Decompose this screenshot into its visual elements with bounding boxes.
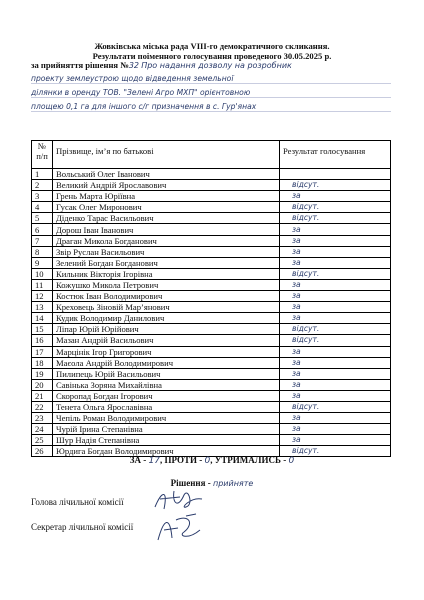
table-row [32,169,391,180]
vote-result: за [280,413,391,424]
deputy-name: Дорош Іван Іванович [53,224,280,235]
decision-text-line-4: площею 0,1 га для іншого с/г призначення в с. Гур'янах [31,102,391,112]
deputy-name: Чепіль Роман Володимирович [53,413,280,424]
vote-result: за [280,302,391,313]
row-number: 10 [32,268,53,279]
vote-result: за [280,357,391,368]
row-number: 14 [32,313,53,324]
vote-result: відсут. [280,213,391,224]
table-row [32,302,391,313]
vote-result [280,169,391,180]
row-number: 22 [32,401,53,412]
deputy-name: Чурій Ірина Степанівна [53,424,280,435]
table-row [32,324,391,335]
table-row [32,368,391,379]
vote-result: відсут. [280,180,391,191]
deputy-name: Грень Марта Юріївна [53,191,280,202]
row-number: 17 [32,346,53,357]
row-number: 7 [32,235,53,246]
deputy-name: Маєола Андрій Володимирович [53,357,280,368]
table-row [32,435,391,446]
row-number: 24 [32,424,53,435]
row-number: 5 [32,213,53,224]
row-number: 16 [32,335,53,346]
col-num-header: № п/п [32,141,53,169]
proty-label: , ПРОТИ - [160,455,203,465]
deputy-name: Скоропад Богдан Ігорович [53,390,280,401]
vote-result: за [280,191,391,202]
za-label: ЗА - [129,455,147,465]
table-row [32,379,391,390]
table-row [32,180,391,191]
table-row [32,291,391,302]
row-number: 12 [32,291,53,302]
row-number: 4 [32,202,53,213]
table-row [32,424,391,435]
row-number: 19 [32,368,53,379]
utrym-label: , УТРИМАЛИСЬ - [210,455,287,465]
row-number: 11 [32,279,53,290]
deputy-name: Драган Микола Богданович [53,235,280,246]
decision-text-line-1: Про надання дозволу на розробник [141,61,292,70]
vote-result: за [280,235,391,246]
vote-result: за [280,257,391,268]
vote-result: за [280,279,391,290]
vote-rows [32,169,391,457]
deputy-name: Креховець Зіновій Мар’янович [53,302,280,313]
deputy-name: Кудик Володимир Данилович [53,313,280,324]
row-number: 25 [32,435,53,446]
table-row [32,191,391,202]
row-number: 15 [32,324,53,335]
head-commission-label: Голова лічильної комісії [31,497,124,507]
vote-result: за [280,435,391,446]
table-row [32,313,391,324]
vote-result: відсут. [280,401,391,412]
row-number: 2 [32,180,53,191]
secretary-commission-label: Секретар лічильної комісії [31,522,134,532]
decision-number: 32 [128,61,140,70]
table-row [32,335,391,346]
table-row [32,257,391,268]
decision-line [31,60,391,71]
row-number: 9 [32,257,53,268]
row-number: 18 [32,357,53,368]
row-number: 13 [32,302,53,313]
vote-result: за [280,379,391,390]
table-row [32,213,391,224]
row-number: 20 [32,379,53,390]
col-name-header: Прізвище, ім’я по батькові [53,141,280,169]
proty-value: 0 [204,456,211,466]
deputy-name: Ліпар Юрій Юрійович [53,324,280,335]
deputy-name: Великий Андрій Ярославович [53,180,280,191]
row-number: 26 [32,446,53,457]
table-row [32,246,391,257]
deputy-name: Мазан Андрій Васильович [53,335,280,346]
table-header-row [32,141,391,169]
vote-result: за [280,313,391,324]
deputy-name: Савінька Зоряна Михайлівна [53,379,280,390]
rishennia-label: Рішення - [170,478,211,488]
vote-result: за [280,291,391,302]
row-number: 1 [32,169,53,180]
deputy-name: Вольський Олег Іванович [53,169,280,180]
vote-table [31,140,391,457]
table-row [32,202,391,213]
col-result-header: Результат голосування [280,141,391,169]
deputy-name: Марцінік Ігор Григорович [53,346,280,357]
vote-result: відсут. [280,324,391,335]
table-row [32,390,391,401]
vote-result: за [280,224,391,235]
table-row [32,357,391,368]
deputy-name: Зелений Богдан Богданович [53,257,280,268]
deputy-name: Діденко Тарас Васильович [53,213,280,224]
deputy-name: Юрдига Богдан Володимирович [53,446,280,457]
table-row [32,268,391,279]
table-row [32,401,391,412]
deputy-name: Кильник Вікторія Ігорівна [53,268,280,279]
table-row [32,413,391,424]
secretary-signature [150,510,210,546]
za-value: 17 [148,456,160,466]
utrym-value: 0 [288,456,295,466]
row-number: 3 [32,191,53,202]
deputy-name: Тенета Ольга Ярославівна [53,401,280,412]
vote-result: за [280,390,391,401]
vote-result: відсут. [280,202,391,213]
rishennia-value: прийняте [212,479,254,488]
deputy-name: Костюк Іван Володимирович [53,291,280,302]
row-number: 21 [32,390,53,401]
table-row [32,224,391,235]
decision-text-line-3: ділянки в оренду ТОВ. "Зелені Агро МХП" орієнтовною [31,88,391,98]
vote-result: відсут. [280,268,391,279]
table-row [32,346,391,357]
decision-prefix: за прийняття рішення № [31,60,129,70]
vote-result: за [280,246,391,257]
vote-result: за [280,346,391,357]
vote-result: за [280,368,391,379]
vote-results-subtitle: Результати поіменного голосування проведеного 30.05.2025 р. [92,51,332,61]
deputy-name: Звір Руслан Васильович [53,246,280,257]
decision-outcome [0,478,424,488]
table-row [32,279,391,290]
row-number: 8 [32,246,53,257]
decision-text-line-2: проекту землеустрою щодо відведення земельної [31,74,391,84]
vote-result: за [280,424,391,435]
row-number: 23 [32,413,53,424]
deputy-name: Гусак Олег Миронович [53,202,280,213]
deputy-name: Шур Надія Степанівна [53,435,280,446]
deputy-name: Пилипець Юрій Васильович [53,368,280,379]
table-row [32,235,391,246]
vote-result: відсут. [280,335,391,346]
vote-result: відсут. [280,446,391,457]
deputy-name: Кожушко Микола Петрович [53,279,280,290]
council-title: Жовківська міська рада VIII-го демократичного скликання. [94,41,330,51]
row-number: 6 [32,224,53,235]
vote-totals [0,455,424,466]
